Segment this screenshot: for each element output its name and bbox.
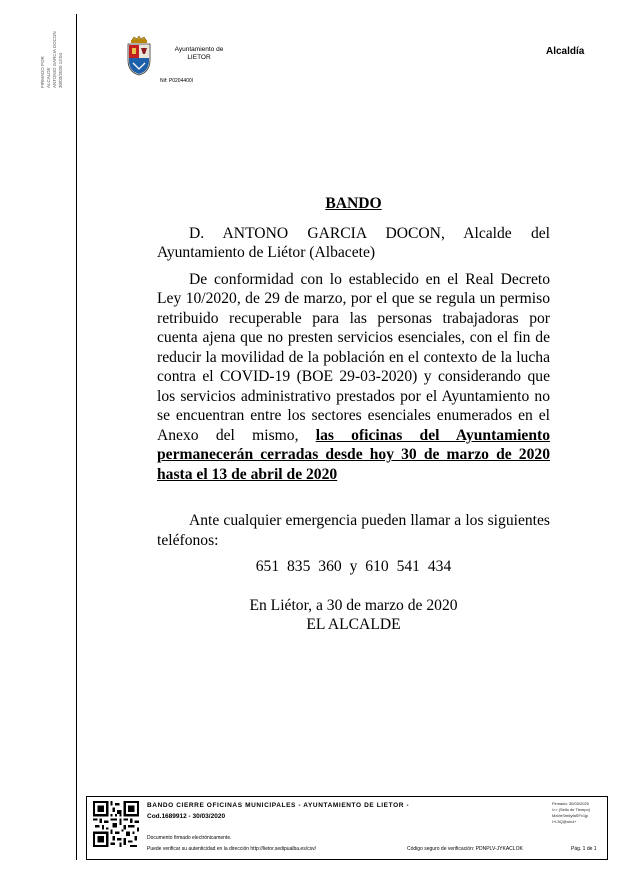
side-line: ALCALDE (46, 67, 51, 88)
municipality-name (168, 46, 230, 62)
phone-number: 610 541 434 (365, 558, 452, 575)
footer-document-title: BANDO CIERRE OFICINAS MUNICIPALES - AYUNTAMIENTO DE LIETOR - (147, 802, 410, 809)
municipality-line: Ayuntamiento de (174, 46, 224, 53)
coat-of-arms-icon (126, 36, 152, 76)
place-and-date: En Liétor, a 30 de marzo de 2020 (249, 596, 458, 614)
signer-title: EL ALCALDE (306, 616, 401, 633)
department-label: Alcaldía (546, 46, 585, 57)
intro-paragraph: D. ANTONO GARCIA DOCON, Alcalde del Ayuntamiento de Liétor (Albacete) (157, 224, 550, 261)
nif-reference: Nif: P0204400I (160, 78, 194, 84)
electronic-signature-footer (86, 796, 608, 860)
side-line: 30/03/2020 13:04 (58, 52, 63, 88)
footer-signed-note: Documento firmado electrónicamente. (147, 835, 232, 841)
document-title: BANDO (325, 195, 382, 212)
main-paragraph-text: De conformidad con lo establecido en el Real Decreto Ley 10/2020, de 29 de marzo, por el que se regula un permiso retribuido recuperable para las personas trabajadoras por cuenta ajena que no presten servicios esenciales, con el fin de reducir la movilidad de la población en el contexto de la lucha contra el COVID-19 (BOE 29-03-2020) y considerando que los servicios administrativo prestados por el Ayuntamiento no se encuentran entre los sectores esenciales enumerados en el Anexo del mismo, (157, 270, 550, 444)
footer-verify-note: Puede verificar su autenticidad en la dirección http://lietor.sedipualba.es/csv/ (147, 846, 316, 852)
signature-detail-line: Firmado: 30/03/2020 (552, 801, 589, 806)
qr-code-icon (93, 801, 139, 847)
side-line: ANTONIO GARCIA DOCON (52, 31, 57, 88)
footer-signature-details (552, 801, 604, 825)
signature-side-stamp (40, 18, 66, 88)
footer-csv-code: Código seguro de verificación: PDNPLV-JYKACLOK (407, 846, 523, 852)
closure-notice: las oficinas del Ayuntamiento permanecerán cerradas desde hoy 30 de marzo de 2020 hasta el 13 de abril de 2020 (157, 426, 550, 483)
footer-document-code: Cod.1689912 - 30/03/2020 (147, 813, 226, 820)
phone-number: 651 835 360 (255, 558, 342, 575)
footer-page-number: Pág. 1 de 1 (571, 846, 597, 852)
municipality-line: LIETOR (187, 54, 211, 61)
document-body (157, 194, 550, 635)
main-paragraph (157, 270, 550, 485)
signature-detail-line: i>> (Sello de Tiempo) (552, 807, 591, 812)
phone-numbers (157, 557, 550, 577)
left-margin-line (76, 14, 77, 860)
signature-detail-line: MaVeSm6yfaSFv1jp (552, 813, 589, 818)
signature-detail-line: l+L5Q@ulv4+ (552, 819, 577, 824)
emergency-paragraph: Ante cualquier emergencia pueden llamar a los siguientes teléfonos: (157, 512, 550, 549)
side-line: FIRMADO POR (40, 56, 45, 88)
phone-separator: y (349, 558, 358, 575)
